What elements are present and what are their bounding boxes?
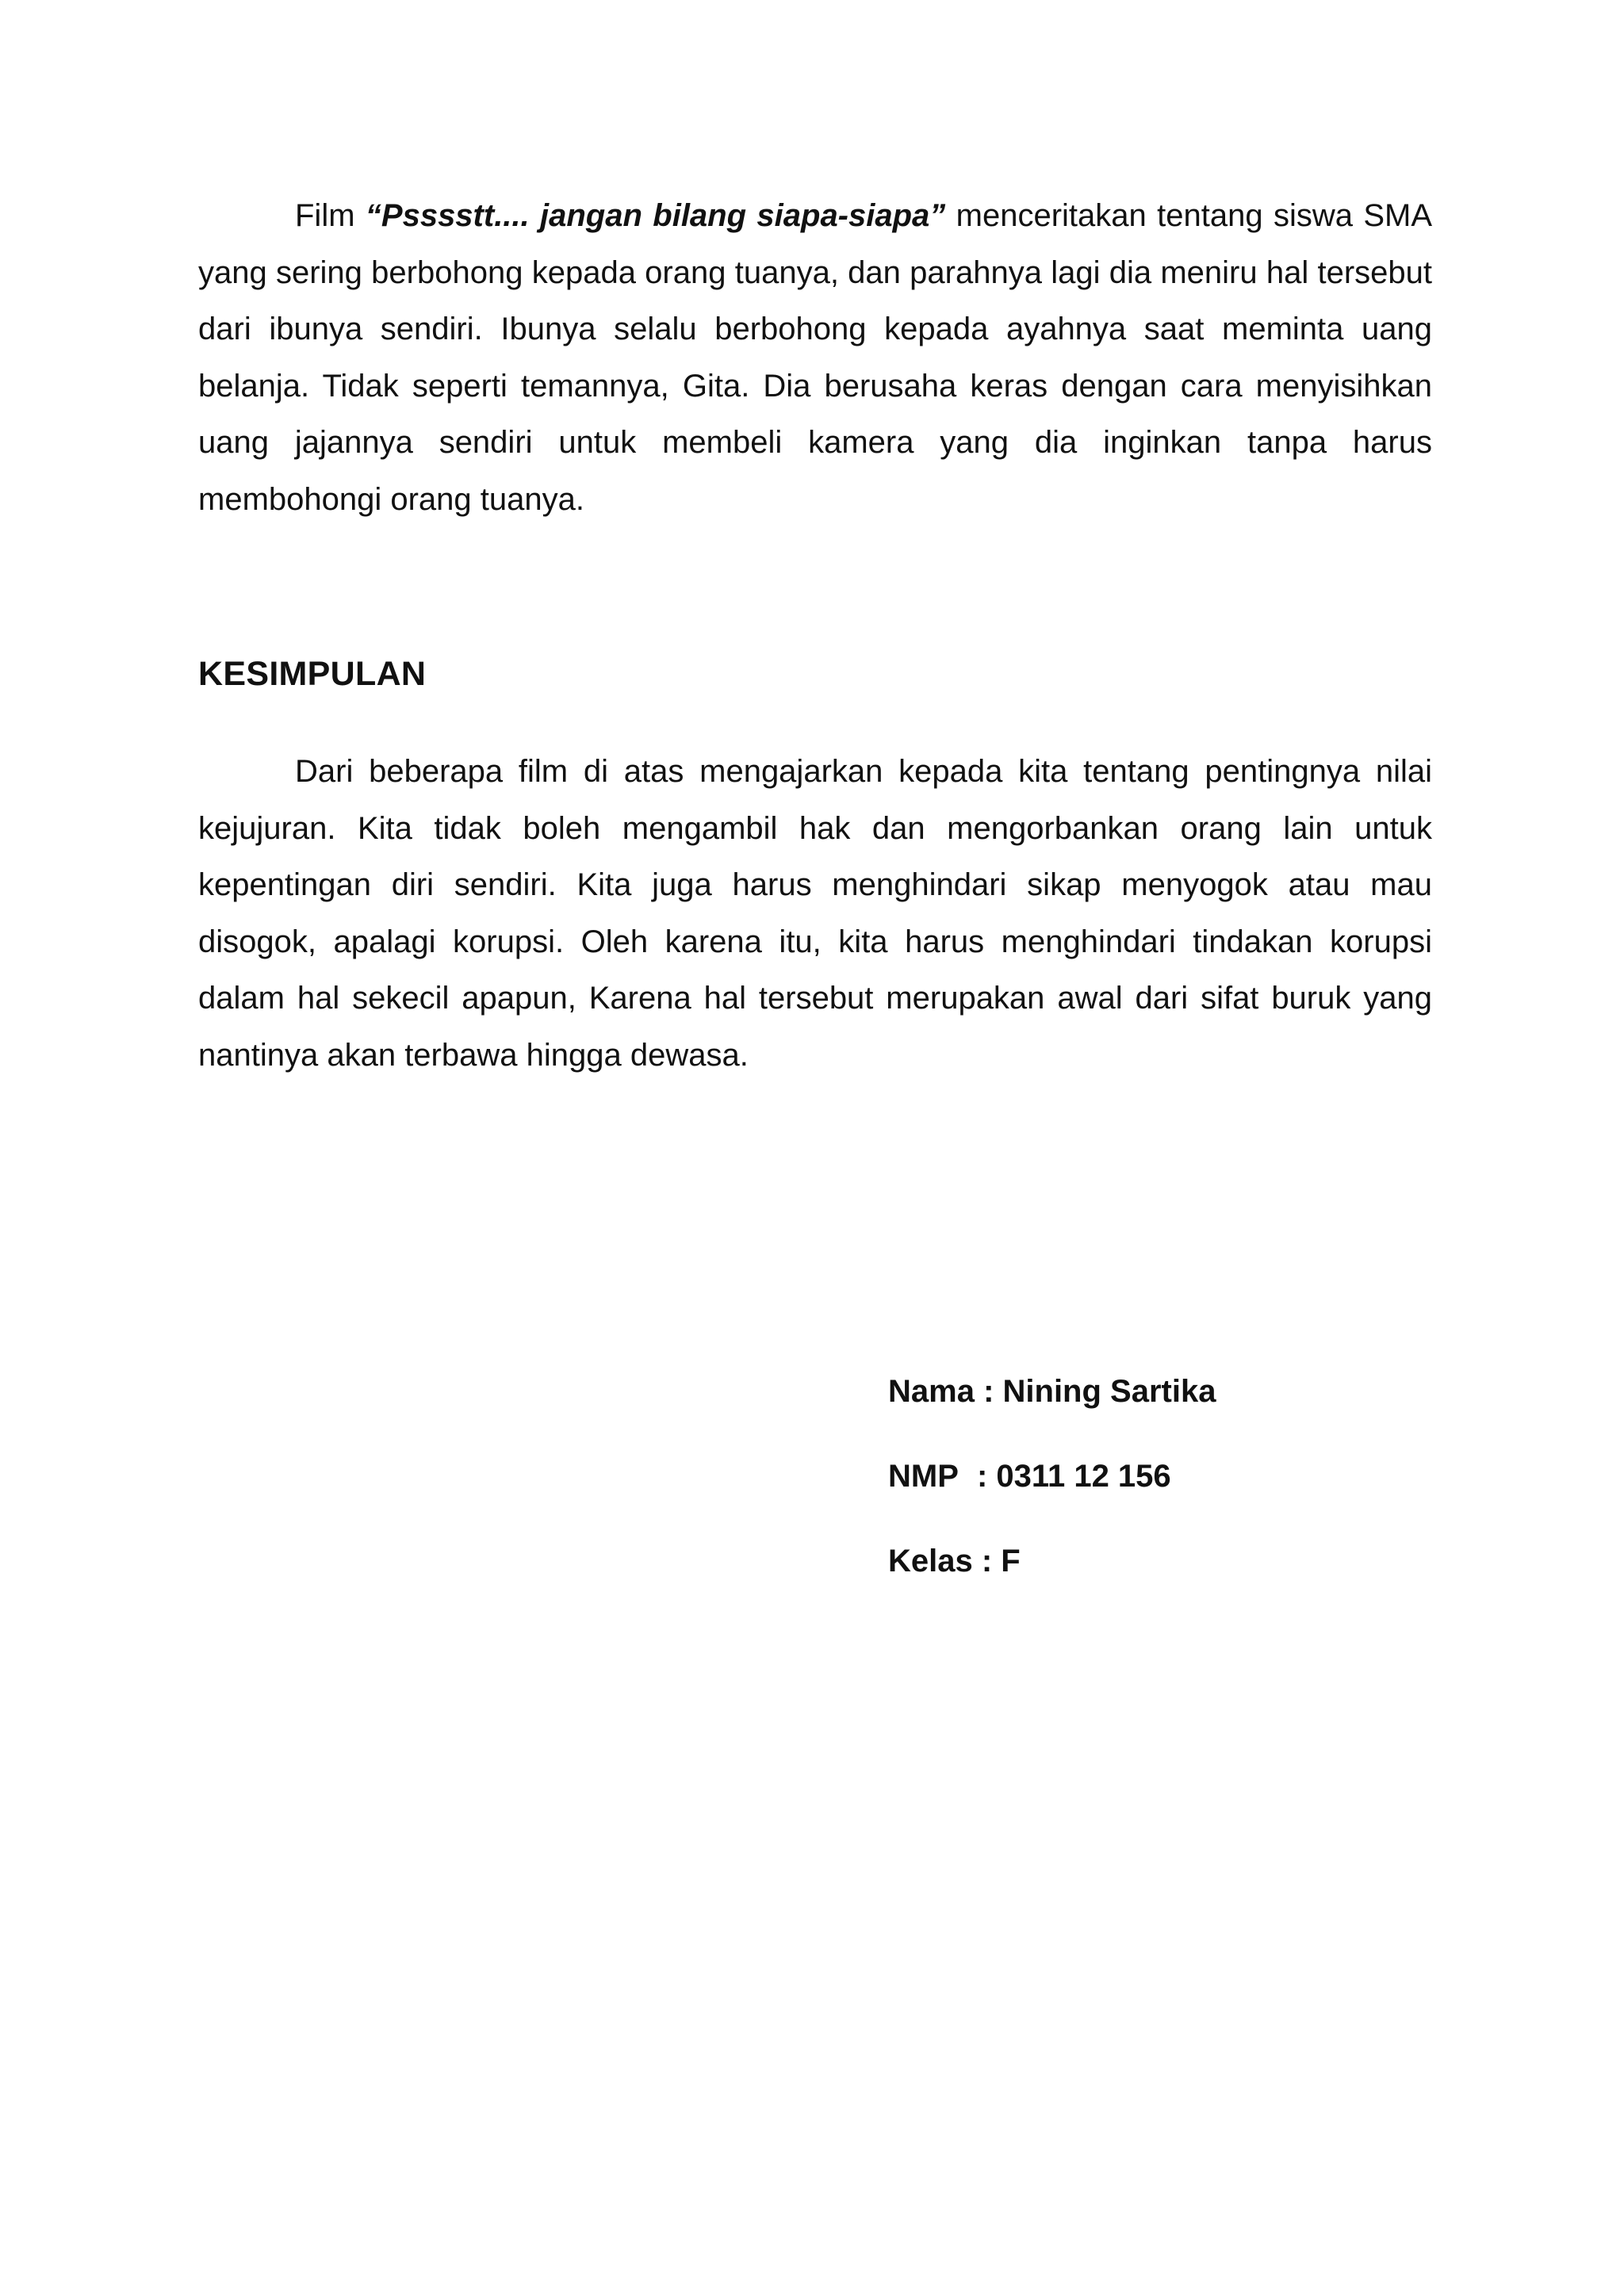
conclusion-heading: KESIMPULAN — [198, 655, 427, 693]
author-info-block — [888, 1363, 1216, 1617]
nmp-label: NMP — [888, 1459, 959, 1494]
author-nmp-row — [888, 1448, 1216, 1533]
film-title: “Psssstt.... jangan bilang siapa-siapa” — [365, 198, 946, 233]
class-value: : F — [981, 1544, 1021, 1578]
author-class-row — [888, 1533, 1216, 1617]
paragraph-lead: Film — [295, 198, 366, 233]
paragraph-body: menceritakan tentang siswa SMA yang sering berbohong kepada orang tuanya, dan parahnya lagi dia meniru hal tersebut dari ibunya sendiri. Ibunya selalu berbohong kepada ayahnya saat meminta uang belanja. Tidak seperti temannya, Gita. Dia berusaha keras dengan cara menyisihkan uang jajannya sendiri untuk membeli kamera yang dia inginkan tanpa harus membohongi orang tuanya. — [198, 198, 1432, 517]
name-label: Nama — [888, 1374, 975, 1409]
nmp-value: : 0311 12 156 — [977, 1459, 1171, 1494]
conclusion-paragraph — [198, 744, 1432, 1084]
class-label: Kelas — [888, 1544, 973, 1578]
film-summary-paragraph — [198, 188, 1432, 528]
name-value: : Nining Sartika — [983, 1374, 1216, 1409]
conclusion-text: Dari beberapa film di atas mengajarkan kepada kita tentang pentingnya nilai kejujuran. Kita tidak boleh mengambil hak dan mengorbankan orang lain untuk kepentingan diri sendiri. Kita juga harus menghindari sikap menyogok atau mau disogok, apalagi korupsi. Oleh karena itu, kita harus menghindari tindakan korupsi dalam hal sekecil apapun, Karena hal tersebut merupakan awal dari sifat buruk yang nantinya akan terbawa hingga dewasa. — [198, 754, 1432, 1073]
author-name-row — [888, 1363, 1216, 1448]
